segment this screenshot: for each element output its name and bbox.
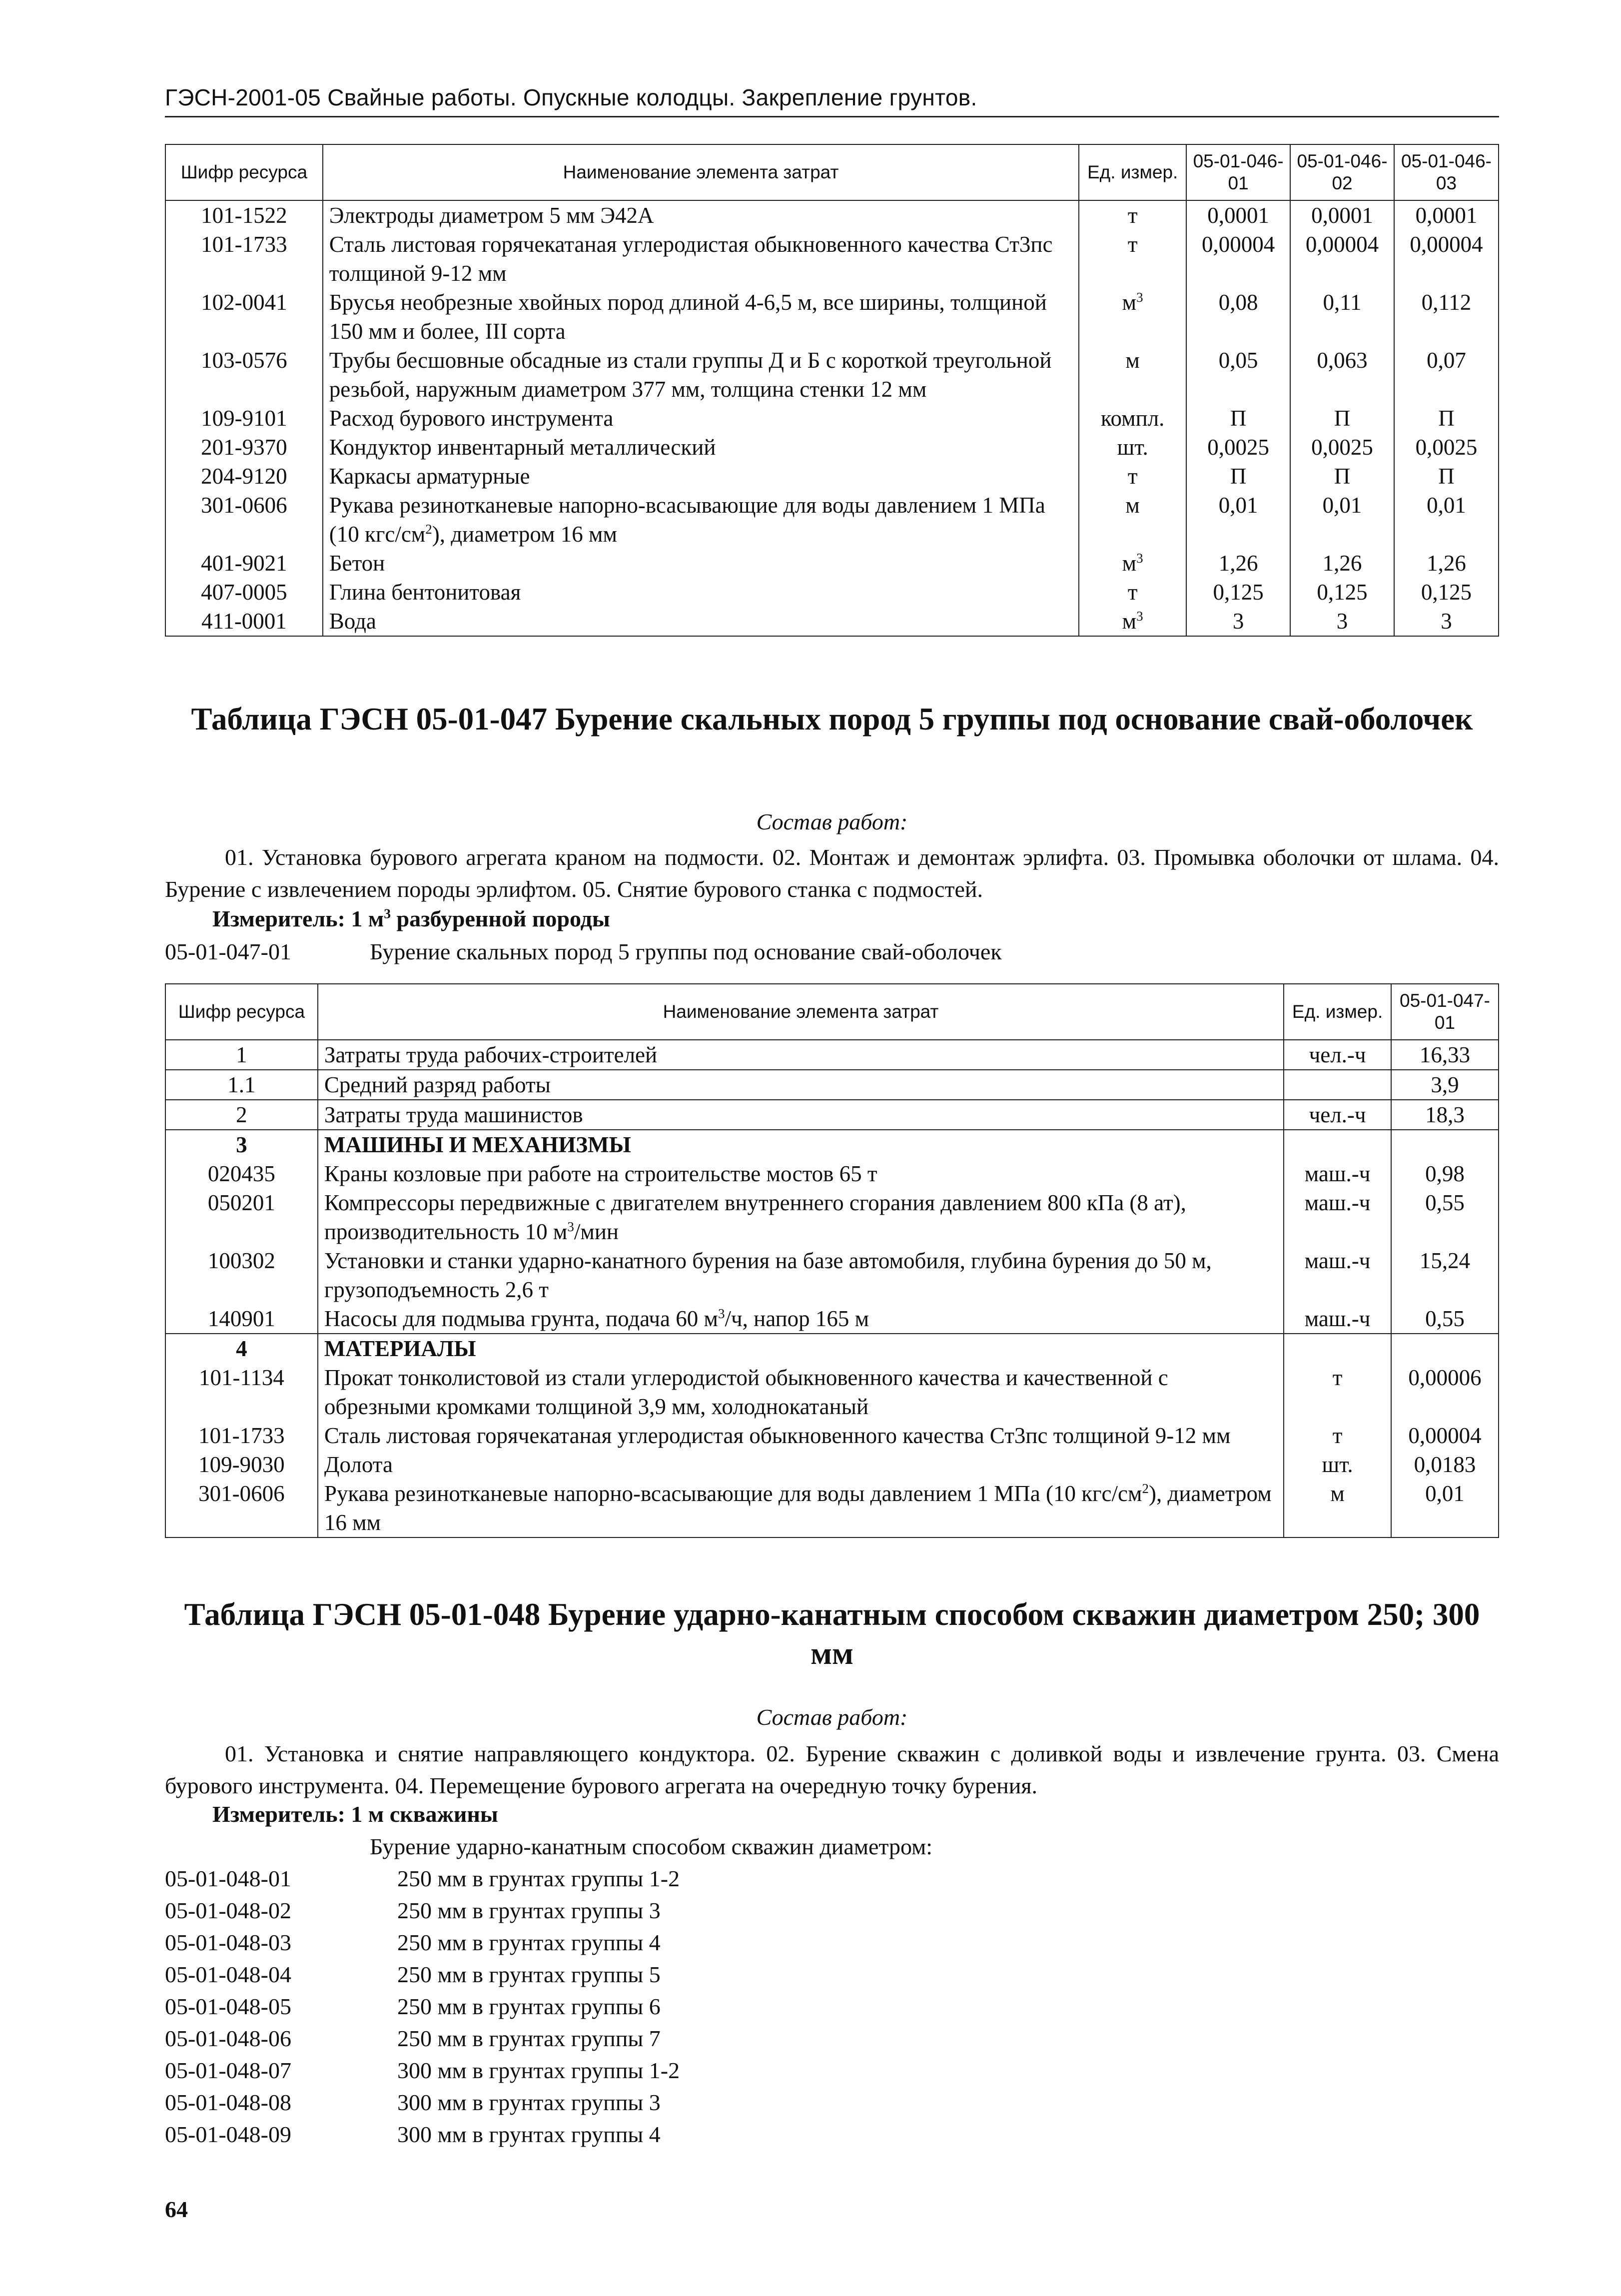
resource-code: 102-0041	[165, 288, 323, 346]
col-header-name: Наименование элемента затрат	[318, 984, 1284, 1040]
resource-name: Компрессоры передвижные с двигателем внутреннего сгорания давлением 800 кПа (8 ат), производительность 10 $м^3$/мин	[318, 1188, 1284, 1246]
resource-code: 301-0606	[165, 491, 323, 549]
table-row	[165, 200, 1499, 230]
unit: чел.-ч	[1284, 1100, 1391, 1130]
norm-description: 300 мм в грунтах группы 4	[397, 2122, 661, 2147]
value-046-01: 0,05	[1186, 346, 1290, 404]
composition-label-047: Состав работ:	[756, 809, 908, 834]
unit: т	[1079, 230, 1186, 288]
value-046-03: 0,0001	[1394, 200, 1499, 230]
value-046-01: П	[1186, 462, 1290, 491]
resource-code: 140901	[165, 1304, 318, 1334]
unit: маш.-ч	[1284, 1159, 1391, 1188]
norm-code: 05-01-047-01	[165, 939, 291, 964]
resource-name: Затраты труда рабочих-строителей	[318, 1040, 1284, 1070]
resource-name: Глина бентонитовая	[323, 578, 1079, 607]
value-047-01: 18,3	[1391, 1100, 1499, 1130]
unit: компл.	[1079, 404, 1186, 433]
table-row	[165, 549, 1499, 578]
resource-name: Каркасы арматурные	[323, 462, 1079, 491]
unit: т	[1079, 200, 1186, 230]
resource-code: 1	[165, 1040, 318, 1070]
table-row	[165, 404, 1499, 433]
table-row	[165, 1040, 1499, 1070]
value-046-01: 0,08	[1186, 288, 1290, 346]
meter-048: Измеритель: 1 м скважины	[212, 1801, 498, 1827]
resource-code: 2	[165, 1100, 318, 1130]
resource-code: 101-1134	[165, 1363, 318, 1421]
resource-code: 101-1522	[165, 200, 323, 230]
value-046-02: 0,063	[1290, 346, 1394, 404]
norm-code: 05-01-048-05	[165, 1994, 291, 2019]
norm-code: 05-01-048-07	[165, 2058, 291, 2083]
unit: $м^3$	[1079, 549, 1186, 578]
resource-code: 301-0606	[165, 1479, 318, 1537]
value-046-03: 0,01	[1394, 491, 1499, 549]
value-047-01: 15,24	[1391, 1246, 1499, 1304]
value-046-02: 0,125	[1290, 578, 1394, 607]
table-title-048: Таблица ГЭСН 05-01-048 Бурение ударно-канатным способом скважин диаметром 250; 300 мм	[184, 1597, 1480, 1671]
table-row	[165, 1246, 1499, 1304]
resource-name: Трубы бесшовные обсадные из стали группы Д и Б с короткой треугольной резьбой, наружным диаметром 377 мм, толщина стенки 12 мм	[323, 346, 1079, 404]
value-046-03: 3	[1394, 607, 1499, 636]
resource-name: Краны козловые при работе на строительстве мостов 65 т	[318, 1159, 1284, 1188]
resource-code: 101-1733	[165, 230, 323, 288]
value-047-01	[1391, 1334, 1499, 1363]
table-row	[165, 578, 1499, 607]
value-046-01: 1,26	[1186, 549, 1290, 578]
table-row	[165, 491, 1499, 549]
value-047-01: 0,00006	[1391, 1363, 1499, 1421]
value-046-03: 0,0025	[1394, 433, 1499, 462]
resource-code: 109-9030	[165, 1450, 318, 1479]
value-046-02: 0,11	[1290, 288, 1394, 346]
list-item	[165, 1895, 932, 1927]
col-header-code: Шифр ресурса	[165, 144, 323, 200]
resource-code: 3	[165, 1130, 318, 1159]
value-046-01: 0,0001	[1186, 200, 1290, 230]
norm-description: 300 мм в грунтах группы 1-2	[397, 2058, 680, 2083]
table-row	[165, 346, 1499, 404]
resource-name: Вода	[323, 607, 1079, 636]
norm-description: 250 мм в грунтах группы 1-2	[397, 1866, 680, 1891]
unit: маш.-ч	[1284, 1188, 1391, 1246]
unit: шт.	[1284, 1450, 1391, 1479]
value-046-03: 0,00004	[1394, 230, 1499, 288]
unit: чел.-ч	[1284, 1040, 1391, 1070]
norm-code-line-047	[165, 938, 1002, 965]
norm-description: 300 мм в грунтах группы 3	[397, 2090, 661, 2115]
resource-code: 100302	[165, 1246, 318, 1304]
table-row	[165, 1070, 1499, 1100]
composition-label-048: Состав работ:	[756, 1704, 908, 1730]
resource-code: 204-9120	[165, 462, 323, 491]
list-item	[165, 2023, 932, 2055]
table-row	[165, 1421, 1499, 1450]
resource-name: Кондуктор инвентарный металлический	[323, 433, 1079, 462]
value-047-01: 0,98	[1391, 1159, 1499, 1188]
value-046-02: П	[1290, 404, 1394, 433]
resource-code: 411-0001	[165, 607, 323, 636]
value-047-01	[1391, 1130, 1499, 1159]
unit: $м^3$	[1079, 607, 1186, 636]
norm-code: 05-01-048-01	[165, 1866, 291, 1891]
page-number: 64	[165, 2197, 188, 2222]
table-row	[165, 607, 1499, 636]
composition-text-048: 01. Установка и снятие направляющего кондуктора. 02. Бурение скважин с доливкой воды и извлечение грунта. 03. Смена бурового инструмента. 04. Перемещение бурового агрегата на очередную точку бурения.	[165, 1741, 1499, 1798]
norm-description: 250 мм в грунтах группы 6	[397, 1994, 661, 2019]
value-047-01: 0,55	[1391, 1188, 1499, 1246]
resource-code: 407-0005	[165, 578, 323, 607]
value-046-01: 0,00004	[1186, 230, 1290, 288]
value-046-02: 3	[1290, 607, 1394, 636]
norm-code: 05-01-048-08	[165, 2090, 291, 2115]
col-header-046-01: 05-01-046-01	[1186, 144, 1290, 200]
list-item	[165, 2087, 932, 2119]
section-row	[165, 1130, 1499, 1159]
value-046-02: П	[1290, 462, 1394, 491]
resource-table-046	[165, 144, 1499, 637]
value-046-01: П	[1186, 404, 1290, 433]
norm-description: 250 мм в грунтах группы 3	[397, 1898, 661, 1923]
composition-text-047: 01. Установка бурового агрегата краном на подмости. 02. Монтаж и демонтаж эрлифта. 03. Промывка оболочки от шлама. 04. Бурение с извлечением породы эрлифтом. 05. Снятие бурового станка с подмостей.	[165, 844, 1499, 902]
value-046-02: 0,0001	[1290, 200, 1394, 230]
norm-code: 05-01-048-03	[165, 1930, 291, 1955]
col-header-046-03: 05-01-046-03	[1394, 144, 1499, 200]
list-item	[165, 1863, 932, 1895]
value-047-01: 0,01	[1391, 1479, 1499, 1537]
list-item	[165, 2055, 932, 2087]
table-row	[165, 1304, 1499, 1334]
value-046-02: 0,0025	[1290, 433, 1394, 462]
table-row	[165, 462, 1499, 491]
resource-name: Брусья необрезные хвойных пород длиной 4-6,5 м, все ширины, толщиной 150 мм и более, III сорта	[323, 288, 1079, 346]
resource-name: Сталь листовая горячекатаная углеродистая обыкновенного качества Ст3пс толщиной 9-12 мм	[318, 1421, 1284, 1450]
col-header-046-02: 05-01-046-02	[1290, 144, 1394, 200]
value-047-01: 0,0183	[1391, 1450, 1499, 1479]
unit: т	[1079, 462, 1186, 491]
section-row	[165, 1334, 1499, 1363]
resource-code: 020435	[165, 1159, 318, 1188]
value-047-01: 3,9	[1391, 1070, 1499, 1100]
value-046-03: П	[1394, 462, 1499, 491]
resource-code: 4	[165, 1334, 318, 1363]
unit	[1284, 1334, 1391, 1363]
value-047-01: 16,33	[1391, 1040, 1499, 1070]
value-046-03: 0,07	[1394, 346, 1499, 404]
unit: шт.	[1079, 433, 1186, 462]
table-row	[165, 433, 1499, 462]
value-046-03: 0,125	[1394, 578, 1499, 607]
unit: $м^3$	[1079, 288, 1186, 346]
value-046-01: 0,0025	[1186, 433, 1290, 462]
resource-name: Средний разряд работы	[318, 1070, 1284, 1100]
resource-code: 101-1733	[165, 1421, 318, 1450]
norm-description: 250 мм в грунтах группы 7	[397, 2026, 661, 2051]
norm-description: 250 мм в грунтах группы 5	[397, 1962, 661, 1987]
resource-name: Электроды диаметром 5 мм Э42А	[323, 200, 1079, 230]
unit: т	[1079, 578, 1186, 607]
unit: м	[1079, 491, 1186, 549]
norm-code: 05-01-048-09	[165, 2122, 291, 2147]
resource-code: 109-9101	[165, 404, 323, 433]
list-item	[165, 1959, 932, 1991]
resource-name: МАТЕРИАЛЫ	[318, 1334, 1284, 1363]
resource-name: Расход бурового инструмента	[323, 404, 1079, 433]
running-header: ГЭСН-2001-05 Свайные работы. Опускные колодцы. Закрепление грунтов.	[165, 84, 1499, 117]
value-047-01: 0,00004	[1391, 1421, 1499, 1450]
list-intro: Бурение ударно-канатным способом скважин диаметром:	[370, 1834, 933, 1859]
resource-name: Рукава резинотканевые напорно-всасывающие для воды давлением 1 МПа (10 кгс/$см^2$), диаметром 16 мм	[323, 491, 1079, 549]
list-item	[165, 1927, 932, 1959]
table-row	[165, 1479, 1499, 1537]
norm-code: 05-01-048-02	[165, 1898, 291, 1923]
col-header-unit: Ед. измер.	[1284, 984, 1391, 1040]
value-046-03: П	[1394, 404, 1499, 433]
unit: маш.-ч	[1284, 1304, 1391, 1334]
value-046-01: 0,125	[1186, 578, 1290, 607]
list-item	[165, 1991, 932, 2023]
unit: т	[1284, 1421, 1391, 1450]
meter-047: Измеритель: 1 $м^3$ разбуренной породы	[212, 905, 610, 931]
unit	[1284, 1130, 1391, 1159]
value-046-02: 0,01	[1290, 491, 1394, 549]
value-046-03: 1,26	[1394, 549, 1499, 578]
table-row	[165, 288, 1499, 346]
norm-code: 05-01-048-06	[165, 2026, 291, 2051]
resource-name: МАШИНЫ И МЕХАНИЗМЫ	[318, 1130, 1284, 1159]
unit: м	[1284, 1479, 1391, 1537]
table-row	[165, 1450, 1499, 1479]
resource-table-047	[165, 983, 1499, 1538]
unit: м	[1079, 346, 1186, 404]
table-row	[165, 1363, 1499, 1421]
unit: т	[1284, 1363, 1391, 1421]
table-row	[165, 230, 1499, 288]
unit: маш.-ч	[1284, 1246, 1391, 1304]
col-header-unit: Ед. измер.	[1079, 144, 1186, 200]
value-046-01: 3	[1186, 607, 1290, 636]
norm-code: 05-01-048-04	[165, 1962, 291, 1987]
col-header-code: Шифр ресурса	[165, 984, 318, 1040]
value-046-01: 0,01	[1186, 491, 1290, 549]
col-header-047-01: 05-01-047-01	[1391, 984, 1499, 1040]
resource-name: Затраты труда машинистов	[318, 1100, 1284, 1130]
table-row	[165, 1159, 1499, 1188]
resource-code: 401-9021	[165, 549, 323, 578]
value-046-03: 0,112	[1394, 288, 1499, 346]
unit	[1284, 1070, 1391, 1100]
resource-name: Рукава резинотканевые напорно-всасывающие для воды давлением 1 МПа (10 кгс/$см^2$), диаметром 16 мм	[318, 1479, 1284, 1537]
resource-code: 1.1	[165, 1070, 318, 1100]
resource-name: Бетон	[323, 549, 1079, 578]
list-item	[165, 2119, 932, 2151]
resource-code: 201-9370	[165, 433, 323, 462]
resource-name: Долота	[318, 1450, 1284, 1479]
table-title-047: Таблица ГЭСН 05-01-047 Бурение скальных пород 5 группы под основание свай-оболочек	[191, 702, 1473, 737]
resource-name: Установки и станки ударно-канатного бурения на базе автомобиля, глубина бурения до 50 м, грузоподъемность 2,6 т	[318, 1246, 1284, 1304]
table-row	[165, 1100, 1499, 1130]
value-046-02: 1,26	[1290, 549, 1394, 578]
norm-description: 250 мм в грунтах группы 4	[397, 1930, 661, 1955]
col-header-name: Наименование элемента затрат	[323, 144, 1079, 200]
resource-code: 103-0576	[165, 346, 323, 404]
table-row	[165, 1188, 1499, 1246]
value-047-01: 0,55	[1391, 1304, 1499, 1334]
resource-code: 050201	[165, 1188, 318, 1246]
resource-name: Прокат тонколистовой из стали углеродистой обыкновенного качества и качественной с обрезными кромками толщиной 3,9 мм, холоднокатаный	[318, 1363, 1284, 1421]
resource-name: Сталь листовая горячекатаная углеродистая обыкновенного качества Ст3пс толщиной 9-12 мм	[323, 230, 1079, 288]
value-046-02: 0,00004	[1290, 230, 1394, 288]
norm-description: Бурение скальных пород 5 группы под основание свай-оболочек	[370, 939, 1002, 964]
resource-name: Насосы для подмыва грунта, подача 60 $м^3/ч$, напор 165 м	[318, 1304, 1284, 1334]
norm-list-048	[165, 1831, 932, 2151]
